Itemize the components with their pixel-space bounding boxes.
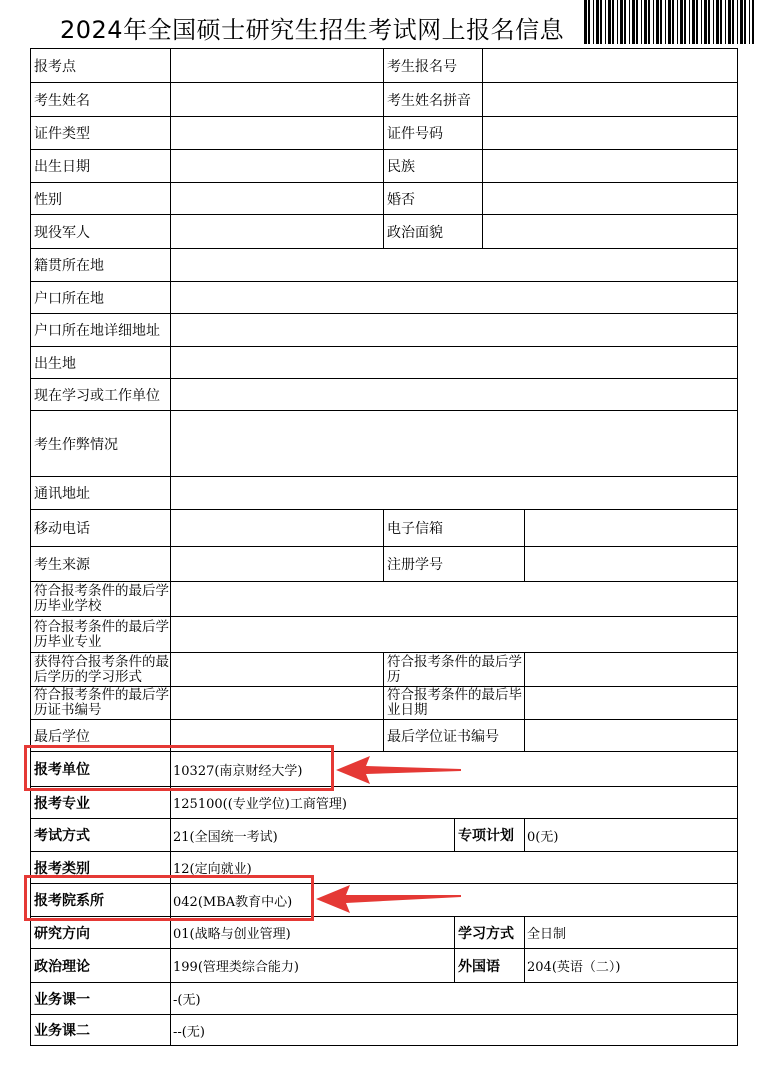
field-value-1-3 [482,82,738,117]
field-label-21-0: 报考专业 [30,786,171,819]
field-label-22-0: 考试方式 [30,818,171,852]
field-label-1-2: 考生姓名拼音 [383,82,483,117]
field-label-3-2: 民族 [383,149,483,183]
field-label-14-0: 考生来源 [30,546,171,582]
field-label-7-0: 户口所在地 [30,281,171,314]
arrow-icon [316,883,466,915]
field-label-5-0: 现役军人 [30,214,171,249]
field-value-17-3 [524,652,738,687]
field-label-16-0: 符合报考条件的最后学历毕业专业 [30,616,171,653]
field-value-16-1 [170,616,738,653]
field-value-25-3: 全日制 [524,916,738,949]
field-label-3-0: 出生日期 [30,149,171,183]
field-value-0-3 [482,48,738,83]
field-label-2-2: 证件号码 [383,116,483,150]
field-value-15-1 [170,581,738,617]
field-value-23-1: 12(定向就业) [170,851,738,884]
field-label-20-0: 报考单位 [30,751,171,787]
field-value-19-3 [524,719,738,752]
field-value-8-1 [170,313,738,347]
field-label-26-2: 外国语 [454,948,525,983]
field-label-12-0: 通讯地址 [30,476,171,510]
highlight-box-baokao-yuanxisuo [24,875,314,921]
field-value-5-1 [170,214,384,249]
field-label-18-2: 符合报考条件的最后毕业日期 [383,686,525,720]
field-label-17-2: 符合报考条件的最后学历 [383,652,525,687]
field-value-14-1 [170,546,384,582]
field-label-5-2: 政治面貌 [383,214,483,249]
field-label-15-0: 符合报考条件的最后学历毕业学校 [30,581,171,617]
field-label-0-0: 报考点 [30,48,171,83]
field-label-13-2: 电子信箱 [383,509,525,547]
field-value-21-1: 125100((专业学位)工商管理) [170,786,738,819]
field-value-27-1: -(无) [170,982,738,1015]
field-label-27-0: 业务课一 [30,982,171,1015]
field-value-22-1: 21(全国统一考试) [170,818,455,852]
field-value-10-1 [170,378,738,411]
page-title: 2024年全国硕士研究生招生考试网上报名信息 [60,16,565,44]
field-value-24-1: 042(MBA教育中心) [170,883,738,917]
field-label-17-0: 获得符合报考条件的最后学历的学习形式 [30,652,171,687]
field-value-17-1 [170,652,384,687]
field-label-11-0: 考生作弊情况 [30,410,171,477]
field-label-19-2: 最后学位证书编号 [383,719,525,752]
field-value-13-1 [170,509,384,547]
field-value-0-1 [170,48,384,83]
field-label-26-0: 政治理论 [30,948,171,983]
field-value-2-3 [482,116,738,150]
arrow-icon [336,754,466,786]
highlight-box-baokao-danwei [24,745,334,791]
field-label-25-2: 学习方式 [454,916,525,949]
field-value-1-1 [170,82,384,117]
field-label-25-0: 研究方向 [30,916,171,949]
field-value-28-1: --(无) [170,1014,738,1046]
field-value-12-1 [170,476,738,510]
field-value-3-1 [170,149,384,183]
field-value-14-3 [524,546,738,582]
field-label-9-0: 出生地 [30,346,171,379]
field-label-4-0: 性别 [30,182,171,215]
field-value-13-3 [524,509,738,547]
field-value-4-1 [170,182,384,215]
field-value-9-1 [170,346,738,379]
field-label-10-0: 现在学习或工作单位 [30,378,171,411]
field-value-25-1: 01(战略与创业管理) [170,916,455,949]
field-value-4-3 [482,182,738,215]
field-label-0-2: 考生报名号 [383,48,483,83]
field-value-2-1 [170,116,384,150]
field-label-28-0: 业务课二 [30,1014,171,1046]
field-label-22-2: 专项计划 [454,818,525,852]
field-value-26-3: 204(英语（二）) [524,948,738,983]
field-value-6-1 [170,248,738,282]
field-label-4-2: 婚否 [383,182,483,215]
field-label-2-0: 证件类型 [30,116,171,150]
field-value-20-1: 10327(南京财经大学) [170,751,738,787]
field-value-5-3 [482,214,738,249]
field-label-6-0: 籍贯所在地 [30,248,171,282]
field-label-1-0: 考生姓名 [30,82,171,117]
field-value-3-3 [482,149,738,183]
barcode-graphic [584,0,754,44]
field-label-13-0: 移动电话 [30,509,171,547]
field-value-22-3: 0(无) [524,818,738,852]
field-label-14-2: 注册学号 [383,546,525,582]
field-label-24-0: 报考院系所 [30,883,171,917]
field-value-11-1 [170,410,738,477]
field-value-18-3 [524,686,738,720]
field-label-8-0: 户口所在地详细地址 [30,313,171,347]
field-label-19-0: 最后学位 [30,719,171,752]
field-label-18-0: 符合报考条件的最后学历证书编号 [30,686,171,720]
field-value-26-1: 199(管理类综合能力) [170,948,455,983]
field-value-18-1 [170,686,384,720]
field-label-23-0: 报考类别 [30,851,171,884]
field-value-7-1 [170,281,738,314]
